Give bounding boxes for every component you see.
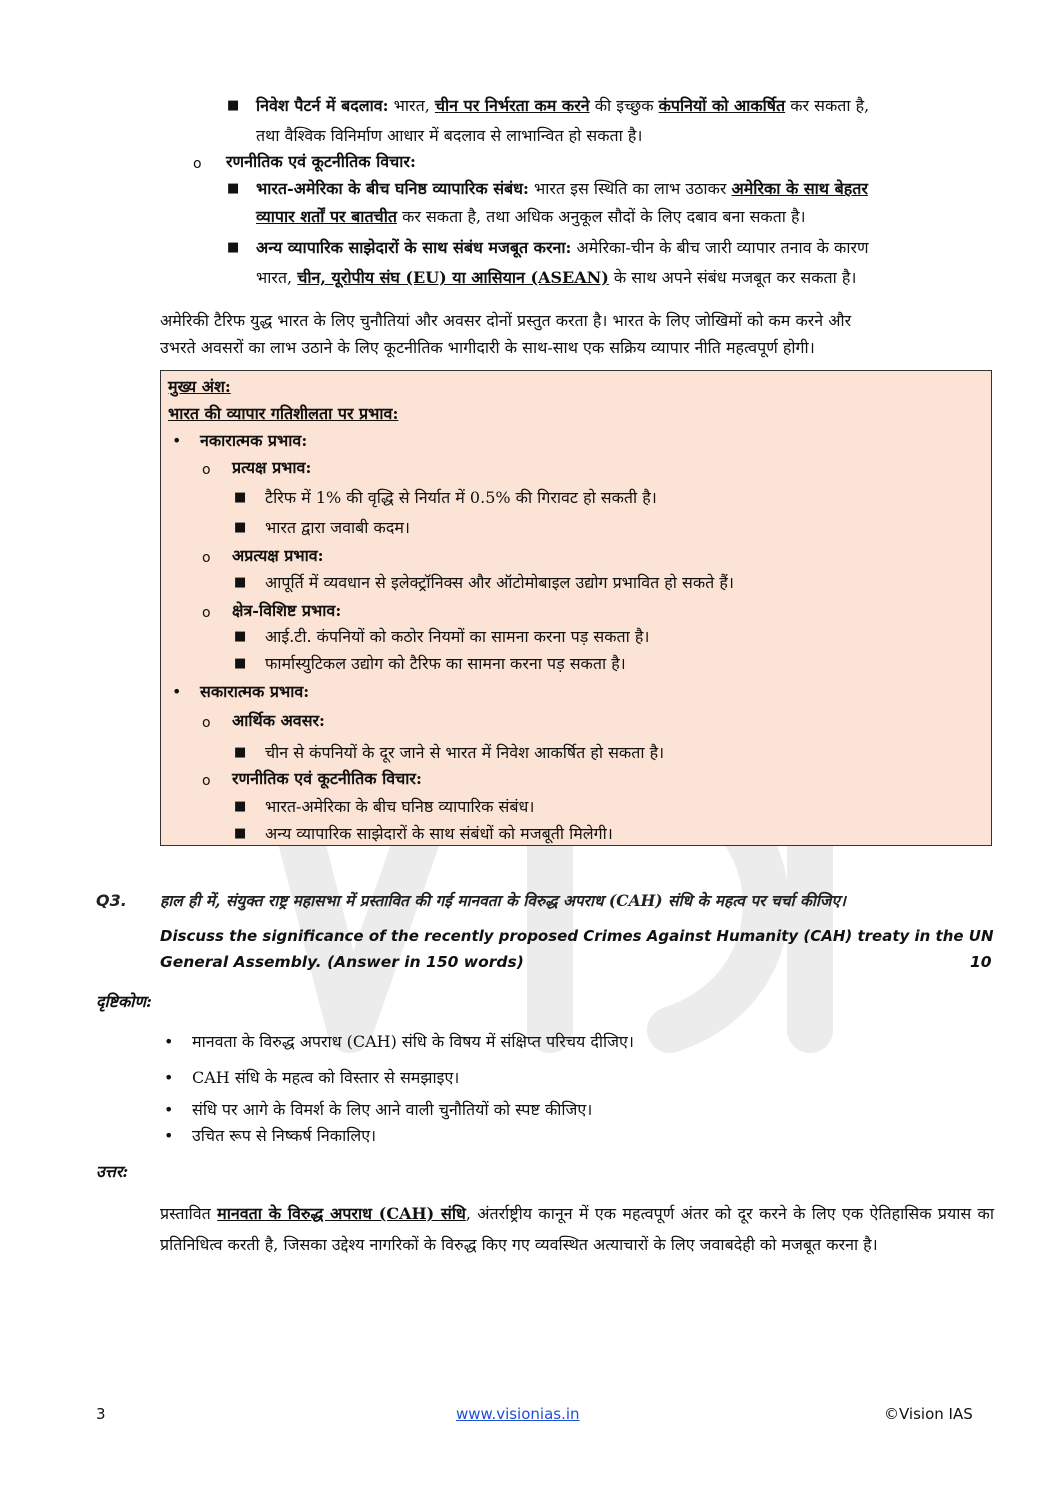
sector-impact-heading: क्षेत्र-विशिष्ट प्रभाव: — [232, 601, 342, 620]
circle-bullet-icon: o — [202, 715, 211, 731]
economic-opportunity-heading: आर्थिक अवसर: — [232, 711, 325, 730]
bullet-india-us-relations-cont: व्यापार शर्तों पर बातचीत कर सकता है, तथा अधिक अनुकूल सौदों के लिए दबाव बना सकता है। — [256, 207, 806, 226]
question-hindi: हाल ही में, संयुक्त राष्ट्र महासभा में प्रस्तावित की गई मानवता के विरुद्ध अपराध (CAH) संधि के महत्व पर चर्चा कीजिए। — [160, 891, 846, 910]
bullet-investment-pattern-cont: तथा वैश्विक विनिर्माण आधार में बदलाव से लाभान्वित हो सकता है। — [256, 126, 643, 145]
direct-impact-item: टैरिफ में 1% की वृद्धि से निर्यात में 0.5% की गिरावट हो सकती है। — [265, 488, 657, 507]
bullet-dot-icon: • — [164, 1126, 174, 1145]
circle-bullet-icon: o — [202, 462, 211, 478]
circle-bullet-icon: o — [202, 550, 211, 566]
strategic-item: भारत-अमेरिका के बीच घनिष्ठ व्यापारिक संबंध। — [265, 797, 535, 816]
key-points-subtitle: भारत की व्यापार गतिशीलता पर प्रभाव: — [168, 404, 399, 423]
sub-heading-strategic: रणनीतिक एवं कूटनीतिक विचार: — [226, 152, 416, 171]
sector-impact-item: आई.टी. कंपनियों को कठोर नियमों का सामना करना पड़ सकता है। — [265, 627, 650, 646]
economic-opportunity-item: चीन से कंपनियों के दूर जाने से भारत में निवेश आकर्षित हो सकता है। — [265, 743, 665, 762]
square-bullet-icon: ■ — [227, 181, 240, 196]
question-number: Q3. — [96, 891, 127, 910]
question-marks: 10 — [970, 953, 992, 971]
square-bullet-icon: ■ — [234, 520, 247, 535]
square-bullet-icon: ■ — [227, 98, 240, 113]
indirect-impact-item: आपूर्ति में व्यवधान से इलेक्ट्रॉनिक्स और ऑटोमोबाइल उद्योग प्रभावित हो सकते हैं। — [265, 573, 734, 592]
bullet-investment-pattern: निवेश पैटर्न में बदलाव: भारत, चीन पर निर्भरता कम करने की इच्छुक कंपनियों को आकर्षित कर सकता है, — [256, 96, 870, 115]
page-number: 3 — [96, 1405, 106, 1423]
question-english-line-1: Discuss the significance of the recently proposed Crimes Against Humanity (CAH) treaty in the UN — [160, 927, 994, 945]
key-points-title: मुख्य अंश: — [168, 377, 231, 396]
bullet-dot-icon: • — [164, 1032, 174, 1051]
bullet-dot-icon: • — [164, 1068, 174, 1087]
bullet-dot-icon: • — [172, 682, 182, 701]
direct-impact-item: भारत द्वारा जवाबी कदम। — [265, 518, 410, 537]
square-bullet-icon: ■ — [234, 799, 247, 814]
strategic-heading: रणनीतिक एवं कूटनीतिक विचार: — [232, 769, 422, 788]
square-bullet-icon: ■ — [234, 575, 247, 590]
square-bullet-icon: ■ — [227, 240, 240, 255]
sector-impact-item: फार्मास्युटिकल उद्योग को टैरिफ का सामना करना पड़ सकता है। — [265, 654, 626, 673]
bullet-other-partners-cont: भारत, चीन, यूरोपीय संघ (EU) या आसियान (ASEAN) के साथ अपने संबंध मजबूत कर सकता है। — [256, 268, 857, 287]
square-bullet-icon: ■ — [234, 490, 247, 505]
answer-heading: उत्तर: — [96, 1162, 129, 1181]
square-bullet-icon: ■ — [234, 826, 247, 841]
bullet-dot-icon: • — [164, 1100, 174, 1119]
bullet-india-us-relations: भारत-अमेरिका के बीच घनिष्ठ व्यापारिक संबंध: भारत इस स्थिति का लाभ उठाकर अमेरिका के साथ बेहतर — [256, 179, 868, 198]
approach-item: उचित रूप से निष्कर्ष निकालिए। — [192, 1126, 377, 1145]
bullet-other-partners: अन्य व्यापारिक साझेदारों के साथ संबंध मजबूत करना: अमेरिका-चीन के बीच जारी व्यापार तनाव के कारण — [256, 238, 869, 257]
strategic-item: अन्य व्यापारिक साझेदारों के साथ संबंधों को मजबूती मिलेगी। — [265, 824, 613, 843]
circle-bullet-icon: o — [202, 773, 211, 789]
direct-impact-heading: प्रत्यक्ष प्रभाव: — [232, 458, 312, 477]
square-bullet-icon: ■ — [234, 745, 247, 760]
circle-bullet-icon: o — [202, 605, 211, 621]
positive-impact-heading: सकारात्मक प्रभाव: — [200, 682, 310, 701]
website-link[interactable]: www.visionias.in — [456, 1405, 580, 1423]
copyright: ©Vision IAS — [884, 1405, 973, 1423]
circle-bullet-icon: o — [193, 156, 202, 172]
answer-paragraph: प्रस्तावित मानवता के विरुद्ध अपराध (CAH) संधि, अंतर्राष्ट्रीय कानून में एक महत्वपूर्ण अंतर को दूर करने के लिए एक ऐतिहासिक प्रयास का प्रतिनिधित्व करती है, जिसका उद्देश्य नागरिकों के विरुद्ध किए गए व्यवस्थित अत्याचारों के लिए जवाबदेही को मजबूत करना है। — [160, 1204, 994, 1254]
conclusion-line-1: अमेरिकी टैरिफ युद्ध भारत के लिए चुनौतियां और अवसर दोनों प्रस्तुत करता है। भारत के लिए जोखिमों को कम करने और — [160, 311, 852, 330]
approach-item: संधि पर आगे के विमर्श के लिए आने वाली चुनौतियों को स्पष्ट कीजिए। — [192, 1100, 593, 1119]
question-english-line-2: General Assembly. (Answer in 150 words) — [160, 953, 524, 971]
indirect-impact-heading: अप्रत्यक्ष प्रभाव: — [232, 546, 324, 565]
bullet-dot-icon: • — [172, 431, 182, 450]
approach-heading: दृष्टिकोण: — [96, 992, 152, 1011]
approach-item: CAH संधि के महत्व को विस्तार से समझाइए। — [192, 1068, 460, 1087]
conclusion-line-2: उभरते अवसरों का लाभ उठाने के लिए कूटनीतिक भागीदारी के साथ-साथ एक सक्रिय व्यापार नीति महत्वपूर्ण होगी। — [160, 338, 815, 357]
square-bullet-icon: ■ — [234, 629, 247, 644]
square-bullet-icon: ■ — [234, 656, 247, 671]
approach-item: मानवता के विरुद्ध अपराध (CAH) संधि के विषय में संक्षिप्त परिचय दीजिए। — [192, 1032, 634, 1051]
negative-impact-heading: नकारात्मक प्रभाव: — [200, 431, 308, 450]
